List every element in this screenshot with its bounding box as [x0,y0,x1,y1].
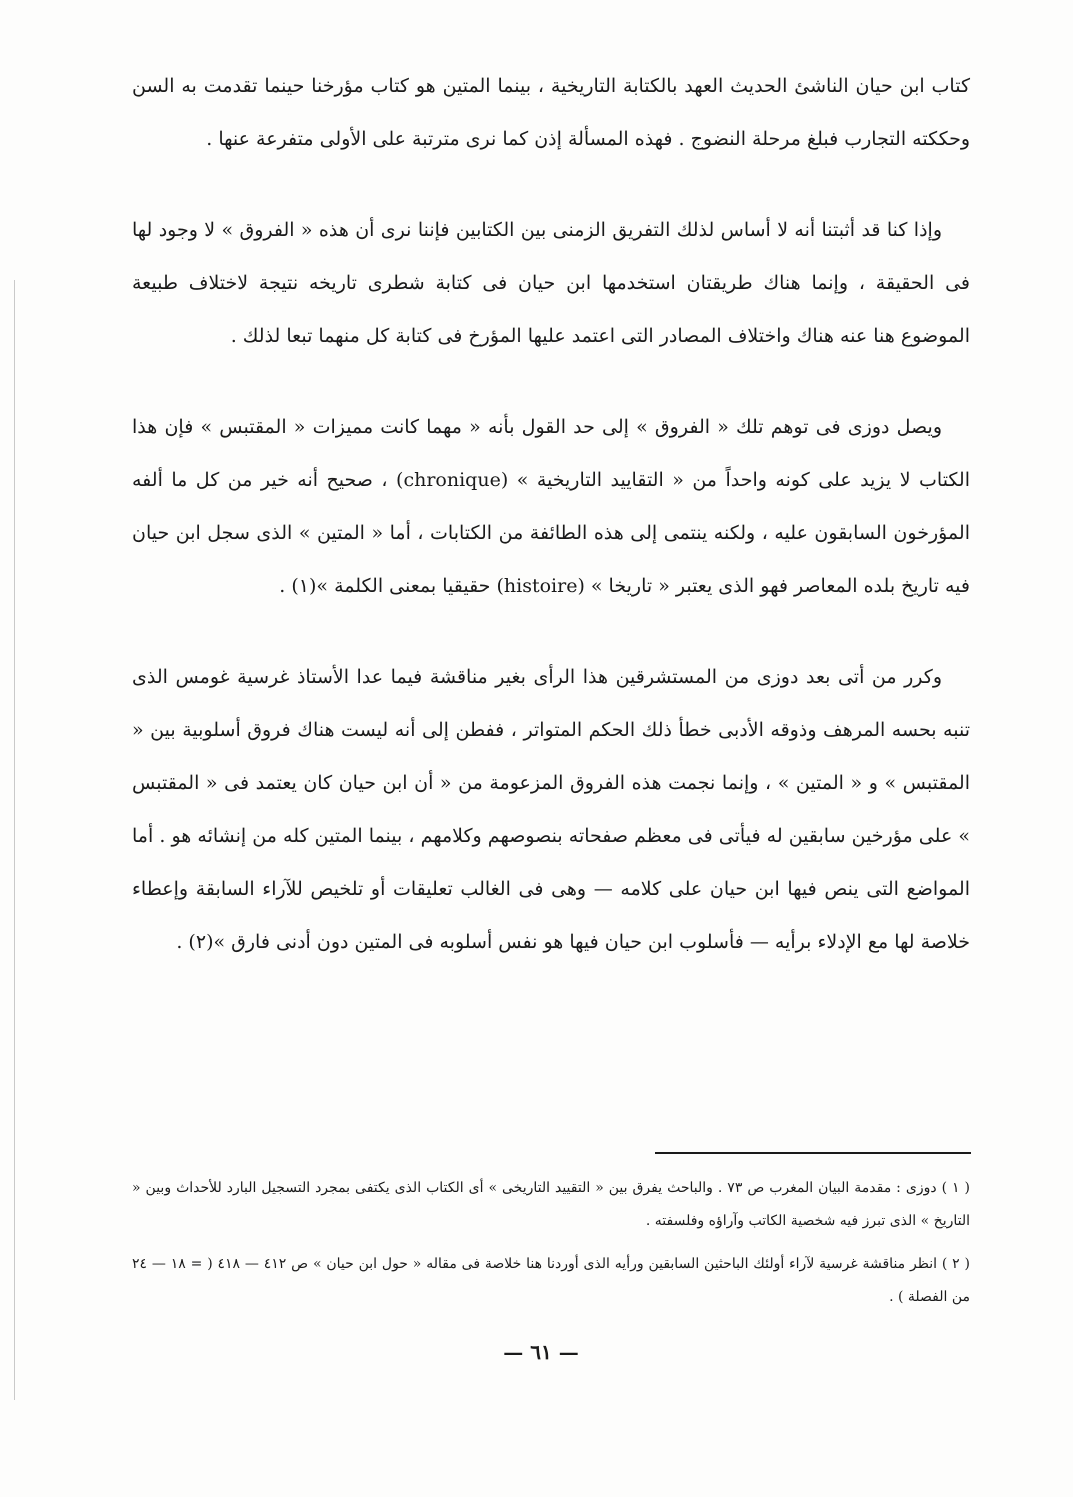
footnote-separator [655,1152,971,1154]
footnotes [132,1172,970,1324]
page-number: — ٦١ — [503,1340,579,1364]
paragraph-4: وكرر من أتى بعد دوزى من المستشرقين هذا الرأى بغير مناقشة فيما عدا الأستاذ غرسية غومس الذى تنبه بحسه المرهف وذوقه الأدبى خطأ ذلك الحكم المتواتر ، ففطن إلى أنه ليست هناك فروق أسلوبية بين « المقتبس » و « المتين » ، وإنما نجمت هذه الفروق المزعومة من « أن ابن حيان كان يعتمد فى « المقتبس » على مؤرخين سابقين له فيأتى فى معظم صفحاته بنصوصهم وكلامهم ، بينما المتين كله من إنشائه هو . أما المواضع التى ينص فيها ابن حيان على كلامه — وهى فى الغالب تعليقات أو تلخيص للآراء السابقة وإعطاء خلاصة لها مع الإدلاء برأيه — فأسلوب ابن حيان فيها هو نفس أسلوبه فى المتين دون أدنى فارق »(٢) . [132,666,970,953]
scan-edge-line [14,280,15,1400]
footnote-1: ( ١ ) دوزى : مقدمة البيان المغرب ص ٧٣ . والباحث يفرق بين « التقييد التاريخى » أى الكتاب الذى يكتفى بمجرد التسجيل البارد للأحداث وبين « التاريخ » الذى تبرز فيه شخصية الكاتب وآراؤه وفلسفته . [132,1180,970,1229]
body-text [132,60,970,1007]
paragraph-3: ويصل دوزى فى توهم تلك « الفروق » إلى حد القول بأنه « مهما كانت مميزات « المقتبس » فإن هذا الكتاب لا يزيد على كونه واحداً من « التقاييد التاريخية » (chronique) ، صحيح أنه خير من كل ما ألفه المؤرخون السابقون عليه ، ولكنه ينتمى إلى هذه الطائفة من الكتابات ، أما « المتين » الذى سجل ابن حيان فيه تاريخ بلده المعاصر فهو الذى يعتبر « تاريخا » (histoire) حقيقيا بمعنى الكلمة »(١) . [132,416,970,597]
paragraph-1: كتاب ابن حيان الناشئ الحديث العهد بالكتابة التاريخية ، بينما المتين هو كتاب مؤرخنا حينما تقدمت به السن وحككته التجارب فبلغ مرحلة النضوج . فهذه المسألة إذن كما نرى مترتبة على الأولى متفرعة عنها . [132,75,970,150]
footnote-2: ( ٢ ) انظر مناقشة غرسية لآراء أولئك الباحثين السابقين ورأيه الذى أوردنا هنا خلاصة فى مقاله « حول ابن حيان » ص ٤١٢ — ٤١٨ ( = ١٨ — ٢٤ من الفصلة ) . [132,1256,971,1305]
paragraph-2: وإذا كنا قد أثبتنا أنه لا أساس لذلك التفريق الزمنى بين الكتابين فإننا نرى أن هذه « الفروق » لا وجود لها فى الحقيقة ، وإنما هناك طريقتان استخدمها ابن حيان فى كتابة شطرى تاريخه نتيجة لاختلاف طبيعة الموضوع هنا عنه هناك واختلاف المصادر التى اعتمد عليها المؤرخ فى كتابة كل منهما تبعا لذلك . [132,219,970,347]
